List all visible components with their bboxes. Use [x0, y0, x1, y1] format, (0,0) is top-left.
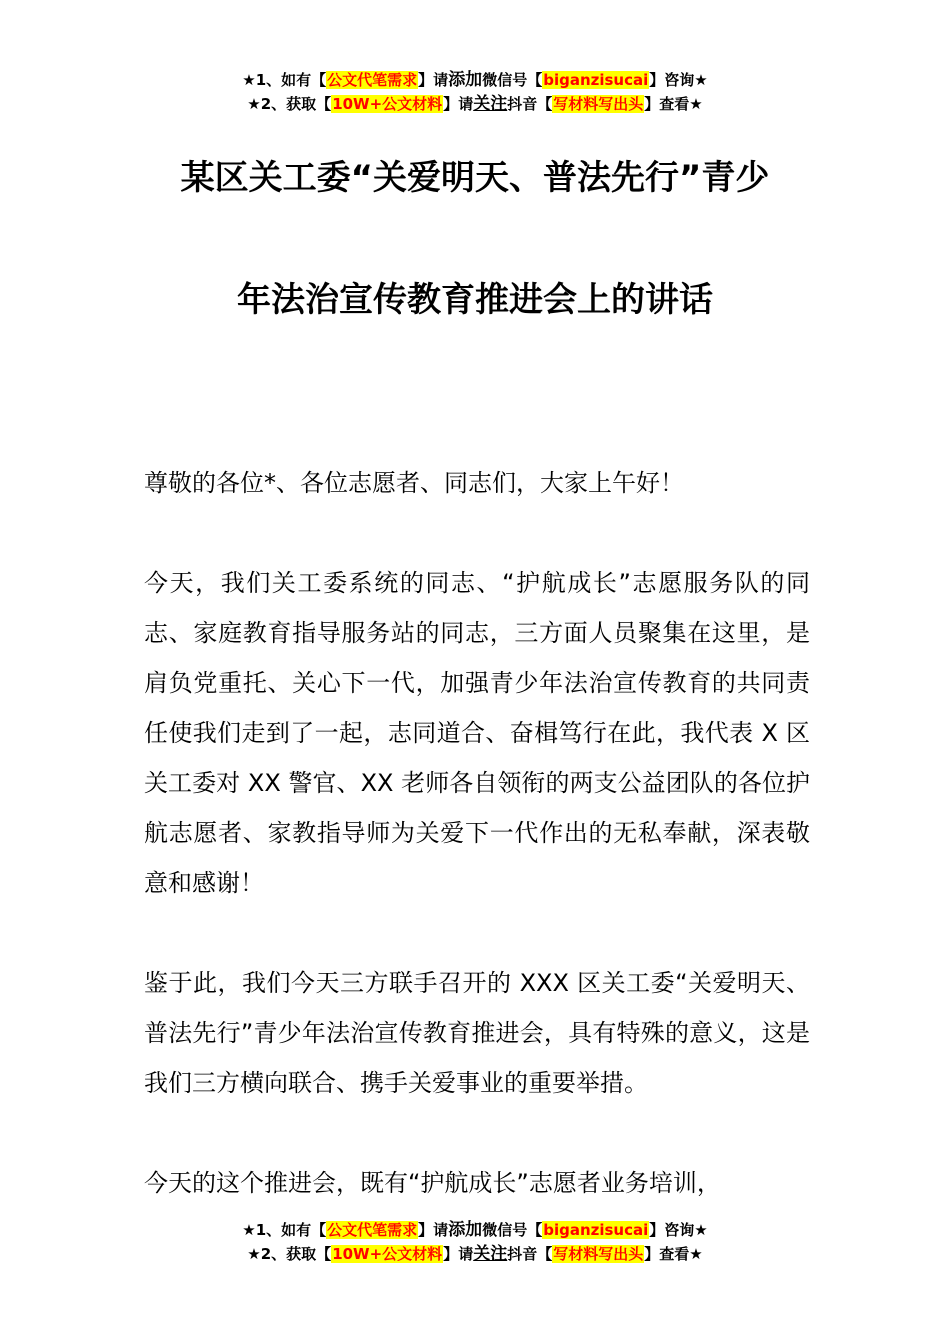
banner-highlight: 10W+公文材料: [332, 95, 443, 113]
banner-text: 】查看★: [644, 1245, 703, 1263]
banner-highlight: 公文代笔需求: [327, 71, 418, 89]
paragraph: 鉴于此，我们今天三方联手召开的 XXX 区关工委“关爱明天、普法先行”青少年法治宣传教育推进会，具有特殊的意义，这是我们三方横向联合、携手关爱事业的重要举措。: [144, 969, 810, 1097]
banner-highlight: 写材料写出头: [553, 95, 644, 113]
banner-text: ★2、获取【: [247, 1245, 332, 1263]
header-banner: [0, 68, 950, 116]
banner-highlight: biganzisucai: [543, 71, 649, 89]
banner-emphasis: 添加: [448, 1220, 483, 1240]
banner-text: 】请: [418, 1221, 449, 1239]
banner-line-1: [0, 1218, 950, 1242]
paragraph: 今天，我们关工委系统的同志、“护航成长”志愿服务队的同志、家庭教育指导服务站的同志，三方面人员聚集在这里，是肩负党重托、关心下一代，加强青少年法治宣传教育的共同责任使我们走到了一起，志同道合、奋楫笃行在此，我代表 X 区关工委对 XX 警官、XX 老师各自领衔的两支公益团队的各位护航志愿者、家教指导师为关爱下一代作出的无私奉献，深表敬意和感谢！: [144, 569, 810, 897]
banner-highlight: 公文代笔需求: [327, 1221, 418, 1239]
banner-line-1: [0, 68, 950, 92]
banner-line-2: [0, 1242, 950, 1266]
banner-emphasis: 关注: [473, 94, 508, 114]
banner-emphasis: 添加: [448, 70, 483, 90]
banner-text: 】请: [443, 95, 474, 113]
banner-text: 】查看★: [644, 95, 703, 113]
banner-text: 微信号【: [482, 71, 543, 89]
paragraph: 今天的这个推进会，既有“护航成长”志愿者业务培训，: [144, 1169, 721, 1197]
banner-text: 】咨询★: [649, 1221, 708, 1239]
banner-text: 】请: [418, 71, 449, 89]
banner-text: 抖音【: [507, 1245, 553, 1263]
banner-text: 】请: [443, 1245, 474, 1263]
banner-highlight: 写材料写出头: [553, 1245, 644, 1263]
banner-text: 微信号【: [482, 1221, 543, 1239]
document-title-line-1: 某区关工委“关爱明天、普法先行”青少: [180, 158, 770, 198]
banner-line-2: [0, 92, 950, 116]
banner-text: ★2、获取【: [247, 95, 332, 113]
banner-text: ★1、如有【: [242, 1221, 327, 1239]
banner-emphasis: 关注: [473, 1244, 508, 1264]
banner-text: ★1、如有【: [242, 71, 327, 89]
document-title-line-2: 年法治宣传教育推进会上的讲话: [237, 280, 713, 320]
banner-highlight: 10W+公文材料: [332, 1245, 443, 1263]
footer-banner: [0, 1218, 950, 1266]
banner-text: 】咨询★: [649, 71, 708, 89]
paragraph-greeting: 尊敬的各位*、各位志愿者、同志们，大家上午好！: [144, 469, 684, 497]
banner-highlight: biganzisucai: [543, 1221, 649, 1239]
document-body: [144, 458, 810, 1208]
banner-text: 抖音【: [507, 95, 553, 113]
